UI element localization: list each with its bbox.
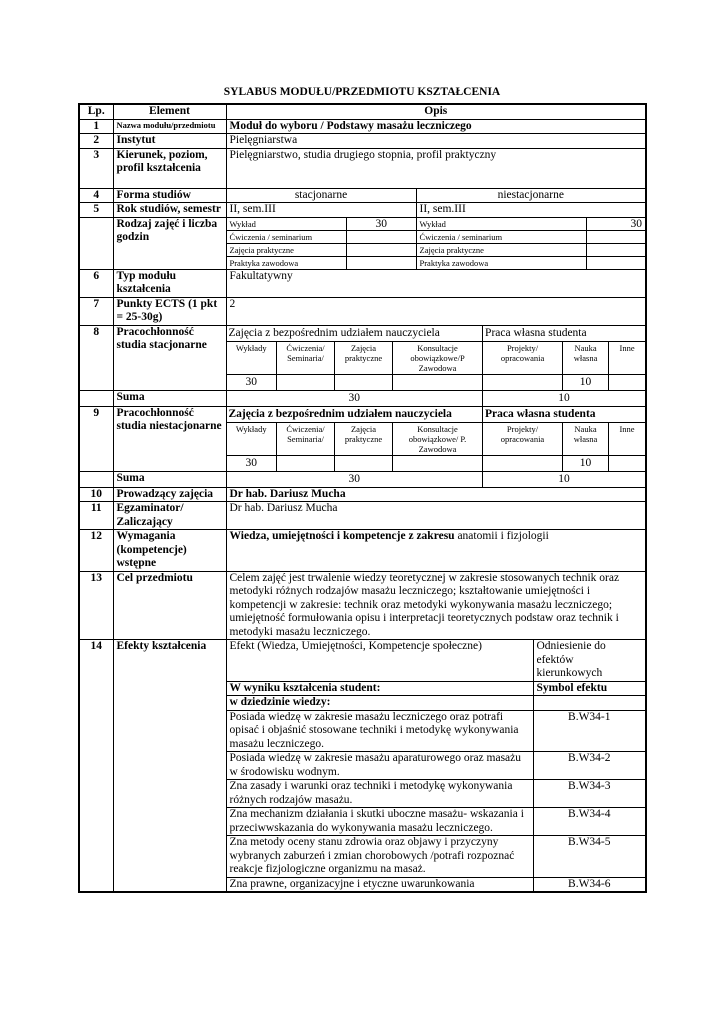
row-label: Typ modułu kształcenia <box>113 269 226 297</box>
document-title: SYLABUS MODUŁU/PRZEDMIOTU KSZTAŁCENIA <box>223 86 501 98</box>
module-type-value: Fakultatywny <box>226 269 646 297</box>
own-work-header: Praca własna studenta <box>483 326 646 342</box>
header-element: Element <box>113 104 226 119</box>
effect-text: Posiada wiedzę w zakresie masażu leczniczego oraz potrafi opisać i objaśnić stosowane techniki i metodykę wykonywania masażu leczniczego. <box>226 710 533 752</box>
row-number: 1 <box>79 119 113 134</box>
row-number: 13 <box>79 571 113 640</box>
row-3 <box>79 148 646 188</box>
class-type: Praktyka zawodowa <box>417 256 587 269</box>
col-label: Wykłady <box>227 422 277 455</box>
class-hours <box>587 256 646 269</box>
row-label: Wymagania (kompetencje) wstępne <box>113 530 226 572</box>
effect-text: Zna metody oceny stanu zdrowia oraz objawy i przyczyny wybranych zaburzeń i zmian chorobowych /potrafi rozpoznać reakcje fizjologiczne organizmu na masaż. <box>226 836 533 878</box>
requirements-rest: anatomii i fizjologii <box>454 530 549 542</box>
row-1 <box>79 119 646 134</box>
row-label: Efekty kształcenia <box>113 640 226 893</box>
row-number: 4 <box>79 188 113 203</box>
col-label: Nauka własna <box>563 341 609 374</box>
col-label: Konsultacje obowiązkowe/ P. Zawodowa <box>393 422 483 455</box>
effect-text: Zna zasady i warunki oraz techniki i metodykę wykonywania różnych rodzajów masażu. <box>226 780 533 808</box>
row-6 <box>79 269 646 297</box>
sum-label: Suma <box>113 471 226 487</box>
col-value <box>335 374 393 390</box>
row-number: 9 <box>79 406 113 471</box>
col-label: Zajęcia praktyczne <box>335 341 393 374</box>
row-label: Pracochłonność studia niestacjonarne <box>113 406 226 471</box>
row-label: Instytut <box>113 134 226 149</box>
row-8-sum <box>79 390 646 406</box>
year-stacjonarne: II, sem.III <box>226 203 416 218</box>
header-lp: Lp. <box>79 104 113 119</box>
col-label: Nauka własna <box>563 422 609 455</box>
row-12 <box>79 530 646 572</box>
row-13 <box>79 571 646 640</box>
col-value <box>335 455 393 471</box>
effect-symbol: B.W34-3 <box>533 780 646 808</box>
form-niestacjonarne: niestacjonarne <box>416 188 646 203</box>
syllabus-table <box>78 103 647 893</box>
form-stacjonarne: stacjonarne <box>226 188 416 203</box>
ects-value: 2 <box>226 297 646 325</box>
row-11 <box>79 502 646 530</box>
row-number: 2 <box>79 134 113 149</box>
col-value: 30 <box>227 374 277 390</box>
row-number: 3 <box>79 148 113 188</box>
row-number: 6 <box>79 269 113 297</box>
row-label: Punkty ECTS (1 pkt = 25-30g) <box>113 297 226 325</box>
col-label: Projekty/ opracowania <box>483 422 563 455</box>
class-hours <box>587 243 646 256</box>
class-type: Wykład <box>417 218 587 231</box>
row-number: 12 <box>79 530 113 572</box>
row-number: 11 <box>79 502 113 530</box>
direct-hours-header: Zajęcia z bezpośrednim udziałem nauczyciela <box>227 326 483 342</box>
sum-own: 10 <box>483 391 646 406</box>
class-type: Ćwiczenia / seminarium <box>417 230 587 243</box>
col-label: Konsultacje obowiązkowe/P Zawodowa <box>393 341 483 374</box>
sum-direct: 30 <box>227 472 483 487</box>
col-label: Inne <box>609 422 646 455</box>
row-2 <box>79 134 646 149</box>
header-row <box>79 104 646 119</box>
row-label: Cel przedmiotu <box>113 571 226 640</box>
col-label: Ćwiczenia/ Seminaria/ <box>277 341 335 374</box>
hours-niestacjonarne <box>416 217 646 269</box>
col-value <box>483 455 563 471</box>
effect-text: Zna mechanizm działania i skutki uboczne masażu- wskazania i przeciwwskazania do wykonywania masażu leczniczego. <box>226 808 533 836</box>
sum-direct: 30 <box>227 391 483 406</box>
col-label: Ćwiczenia/ Seminaria/ <box>277 422 335 455</box>
col-value <box>277 374 335 390</box>
field-value: Pielęgniarstwo, studia drugiego stopnia, profil praktyczny <box>226 148 646 188</box>
class-hours <box>347 256 416 269</box>
class-type: Wykład <box>227 218 347 231</box>
row-4 <box>79 188 646 203</box>
col-value: 10 <box>563 374 609 390</box>
knowledge-domain: w dziedzinie wiedzy: <box>226 696 533 711</box>
row-8 <box>79 325 646 390</box>
effect-symbol: B.W34-1 <box>533 710 646 752</box>
col-value <box>393 374 483 390</box>
col-value: 10 <box>563 455 609 471</box>
requirements-value <box>226 530 646 572</box>
row-9-sum <box>79 471 646 487</box>
class-hours <box>347 243 416 256</box>
class-hours: 30 <box>587 218 646 231</box>
class-hours <box>587 230 646 243</box>
workload-stacjonarne <box>226 325 646 390</box>
direct-hours-header: Zajęcia z bezpośrednim udziałem nauczyciela <box>227 407 483 423</box>
class-hours <box>347 230 416 243</box>
module-name: Moduł do wyboru / Podstawy masażu leczniczego <box>226 119 646 134</box>
row-label: Prowadzący zajęcia <box>113 487 226 502</box>
col-label: Inne <box>609 341 646 374</box>
col-label: Zajęcia praktyczne <box>335 422 393 455</box>
row-number: 10 <box>79 487 113 502</box>
row-number: 5 <box>79 203 113 218</box>
effect-symbol: B.W34-5 <box>533 836 646 878</box>
hours-stacjonarne <box>226 217 416 269</box>
row-label: Rodzaj zajęć i liczba godzin <box>113 217 226 269</box>
effects-header: Efekt (Wiedza, Umiejętności, Kompetencje społeczne) <box>226 640 533 682</box>
institute-value: Pielęgniarstwa <box>226 134 646 149</box>
row-5-hours <box>79 217 646 269</box>
student-header: W wyniku kształcenia student: <box>226 681 533 696</box>
row-label: Pracochłonność studia stacjonarne <box>113 325 226 390</box>
row-14-header <box>79 640 646 682</box>
col-value <box>483 374 563 390</box>
class-type: Ćwiczenia / seminarium <box>227 230 347 243</box>
row-number: 7 <box>79 297 113 325</box>
examiner-value: Dr hab. Dariusz Mucha <box>226 502 646 530</box>
col-value <box>609 374 646 390</box>
col-value <box>277 455 335 471</box>
instructor-value: Dr hab. Dariusz Mucha <box>226 487 646 502</box>
row-label: Kierunek, poziom, profil kształcenia <box>113 148 226 188</box>
reference-header: Odniesienie do efektów kierunkowych <box>533 640 646 682</box>
col-value <box>609 455 646 471</box>
symbol-header: Symbol efektu <box>533 681 646 696</box>
row-9 <box>79 406 646 471</box>
class-type: Praktyka zawodowa <box>227 256 347 269</box>
row-7 <box>79 297 646 325</box>
own-work-header: Praca własna studenta <box>483 407 646 423</box>
row-number: 8 <box>79 325 113 390</box>
row-label: Rok studiów, semestr <box>113 203 226 218</box>
row-5 <box>79 203 646 218</box>
year-niestacjonarne: II, sem.III <box>416 203 646 218</box>
col-label: Wykłady <box>227 341 277 374</box>
row-label: Forma studiów <box>113 188 226 203</box>
row-10 <box>79 487 646 502</box>
class-hours: 30 <box>347 218 416 231</box>
course-goal-value: Celem zajęć jest trwalenie wiedzy teoretycznej w zakresie stosowanych technik oraz metodyki różnych rodzajów masażu leczniczego; kształtowanie umiejętności i kompetencji w zakresie: technik oraz metodyki wykonywania masażu leczniczego; umiejętność formułowania opisu i interpretacji teoretycznych podstaw oraz technik i metodyki masażu leczniczego. <box>226 571 646 640</box>
effect-symbol: B.W34-4 <box>533 808 646 836</box>
effect-symbol: B.W34-2 <box>533 752 646 780</box>
sum-own: 10 <box>483 472 646 487</box>
requirements-bold: Wiedza, umiejętności i kompetencje z zakresu <box>229 530 455 542</box>
row-number: 14 <box>79 640 113 893</box>
class-type: Zajęcia praktyczne <box>227 243 347 256</box>
row-label: Nazwa modułu/przedmiotu <box>113 119 226 134</box>
col-value: 30 <box>227 455 277 471</box>
col-value <box>393 455 483 471</box>
row-label: Egzaminator/ Zaliczający <box>113 502 226 530</box>
class-type: Zajęcia praktyczne <box>417 243 587 256</box>
header-opis: Opis <box>226 104 646 119</box>
col-label: Projekty/ opracowania <box>483 341 563 374</box>
sum-label: Suma <box>113 390 226 406</box>
effect-symbol: B.W34-6 <box>533 877 646 892</box>
workload-niestacjonarne <box>226 406 646 471</box>
effect-text: Zna prawne, organizacyjne i etyczne uwarunkowania <box>226 877 533 892</box>
effect-text: Posiada wiedzę w zakresie masażu aparaturowego oraz masażu w środowisku wodnym. <box>226 752 533 780</box>
